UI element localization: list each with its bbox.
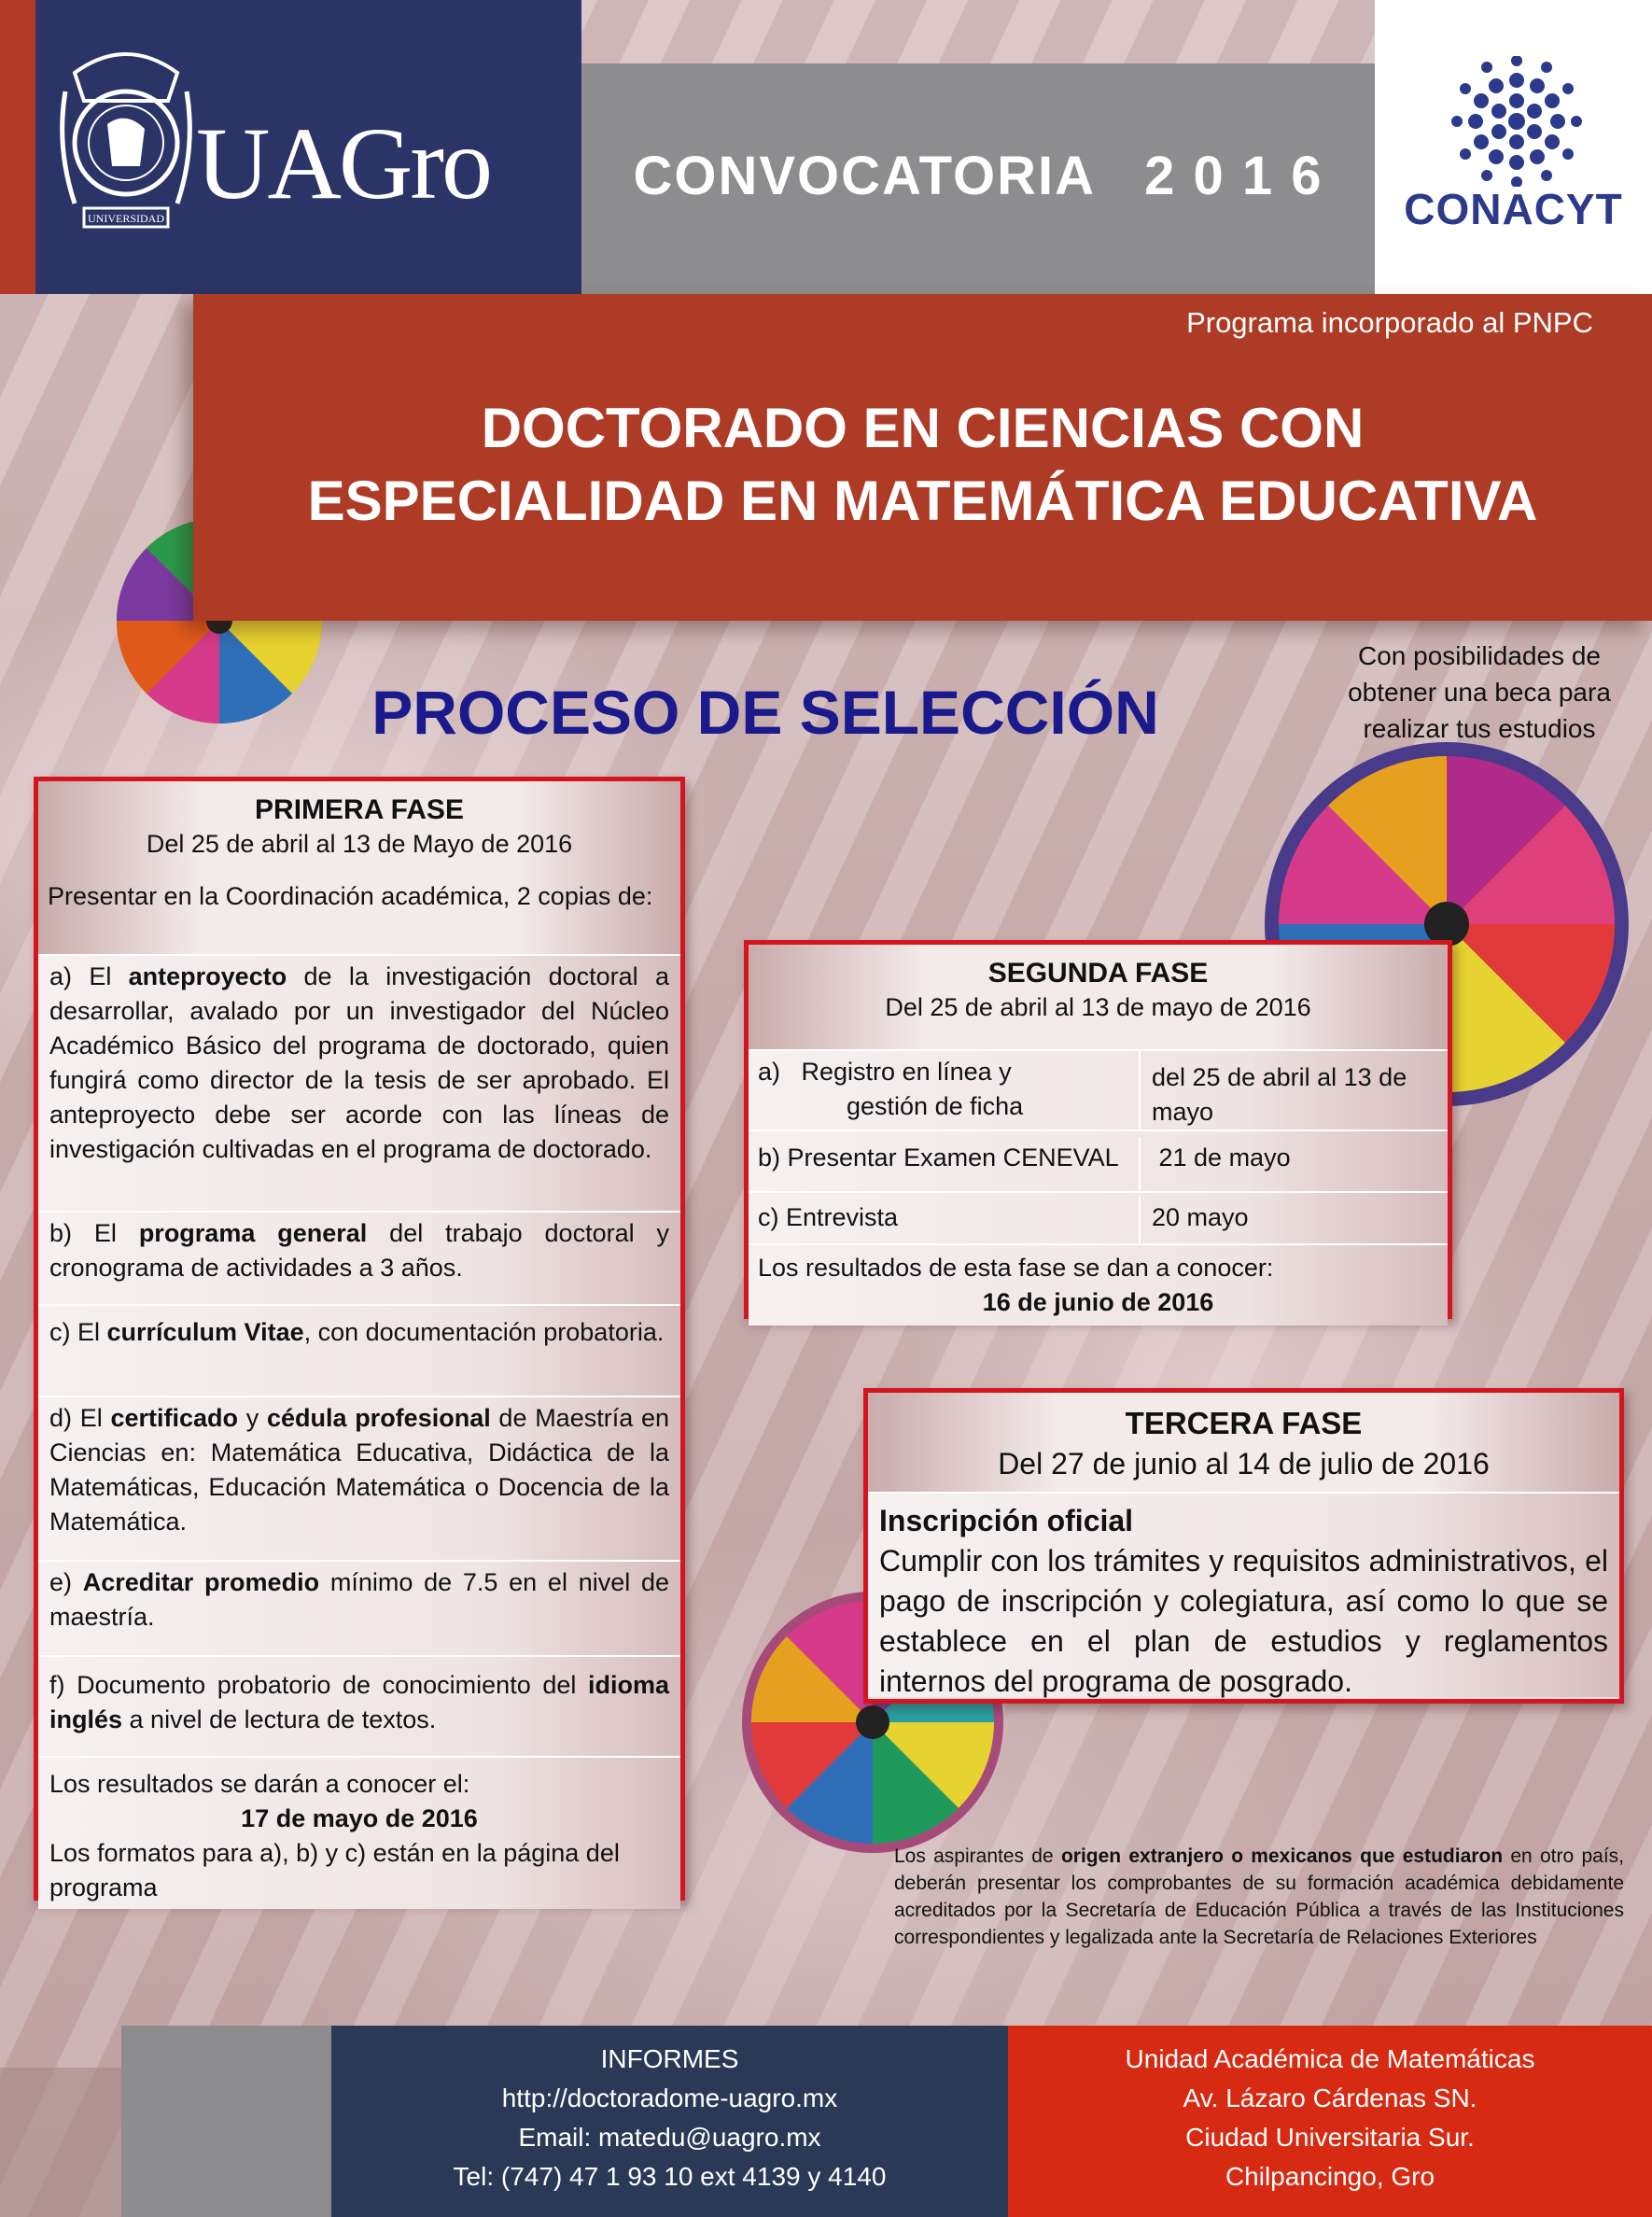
schedule-date: del 25 de abril al 13 de mayo bbox=[1152, 1063, 1407, 1126]
requirement-text: de Maestría en Ciencias en: Matemática Educativa, Didáctica de la Matemáticas, Educación Matemática o Docencia de la Matemática. bbox=[49, 1404, 669, 1536]
uagro-logo-text: UAGro bbox=[196, 106, 490, 220]
program-title-line2: ESPECIALIDAD EN MATEMÁTICA EDUCATIVA bbox=[307, 470, 1538, 532]
requirement-text: e) bbox=[49, 1568, 83, 1596]
requirement-text: c) El bbox=[49, 1318, 107, 1346]
primera-fase-header bbox=[38, 781, 680, 954]
tercera-fase-title: TERCERA FASE bbox=[1125, 1406, 1363, 1440]
requirement-bold: cédula profesional bbox=[266, 1404, 491, 1432]
address-line: Ciudad Universitaria Sur. bbox=[1185, 2123, 1475, 2152]
section-heading: PROCESO DE SELECCIÓN bbox=[371, 678, 1159, 747]
requirement-text: y bbox=[238, 1404, 267, 1432]
note-bold: origen extranjero o mexicanos que estudiaron bbox=[1060, 1845, 1504, 1867]
requirement-bold: idioma inglés bbox=[49, 1671, 669, 1733]
requirement-text: , con documentación probatoria. bbox=[303, 1318, 665, 1346]
inscripcion-title: Inscripción oficial bbox=[879, 1504, 1134, 1537]
university-seal-icon bbox=[56, 35, 196, 246]
phone-number: Tel: (747) 47 1 93 10 ext 4139 y 4140 bbox=[453, 2162, 887, 2191]
requirement-text: b) El bbox=[49, 1219, 139, 1247]
program-title bbox=[193, 392, 1652, 538]
tercera-fase-date: Del 27 de junio al 14 de julio de 2016 bbox=[998, 1447, 1490, 1480]
website-link[interactable]: http://doctoradome-uagro.mx bbox=[501, 2084, 838, 2112]
conacyt-logo-icon bbox=[1451, 56, 1582, 187]
beca-line: realizar tus estudios bbox=[1363, 714, 1596, 743]
requirement-text: a) El bbox=[49, 962, 129, 990]
foreign-applicants-note bbox=[894, 1843, 1624, 1951]
segunda-fase-date: Del 25 de abril al 13 de mayo de 2016 bbox=[885, 993, 1311, 1021]
schedule-date: 21 de mayo bbox=[1152, 1144, 1291, 1172]
primera-fase-results bbox=[38, 1756, 680, 1909]
requirement-f bbox=[38, 1655, 680, 1756]
pnpc-note: Programa incorporado al PNPC bbox=[1186, 306, 1593, 339]
requirement-text: a nivel de lectura de textos. bbox=[122, 1705, 437, 1733]
schedule-item: c) Entrevista bbox=[749, 1197, 1141, 1243]
results-date: 17 de mayo de 2016 bbox=[241, 1804, 478, 1832]
seal-text: UNIVERSIDAD bbox=[88, 212, 164, 225]
requirement-text: mínimo de 7.5 en el nivel de maestría. bbox=[49, 1568, 670, 1631]
segunda-fase-header bbox=[749, 945, 1448, 1049]
schedule-date: 20 mayo bbox=[1152, 1203, 1249, 1231]
primera-fase-intro: Presentar en la Coordinación académica, 2 copias de: bbox=[48, 882, 653, 910]
header-red-strip bbox=[0, 0, 35, 294]
schedule-item-line2: gestión de ficha bbox=[847, 1092, 1024, 1120]
results-label: Los resultados se darán a conocer el: bbox=[49, 1770, 470, 1798]
beca-line: obtener una beca para bbox=[1348, 678, 1611, 707]
schedule-row bbox=[749, 1049, 1448, 1130]
program-title-line1: DOCTORADO EN CIENCIAS CON bbox=[481, 397, 1365, 459]
primera-fase-title: PRIMERA FASE bbox=[255, 794, 464, 825]
footer-shade bbox=[0, 2068, 121, 2217]
schedule-item bbox=[749, 1051, 1141, 1130]
requirement-b bbox=[38, 1211, 680, 1304]
requirement-bold: programa general bbox=[138, 1219, 368, 1247]
requirement-bold: certificado bbox=[110, 1404, 238, 1432]
schedule-row bbox=[749, 1130, 1448, 1191]
requirement-d bbox=[38, 1396, 680, 1560]
schedule-item-line1 bbox=[758, 1055, 1129, 1089]
address-line: Av. Lázaro Cárdenas SN. bbox=[1183, 2084, 1477, 2112]
requirement-bold: Acreditar promedio bbox=[82, 1568, 320, 1596]
note-text: Los aspirantes de bbox=[894, 1845, 1061, 1867]
requirement-text: f) Documento probatorio de conocimiento del bbox=[49, 1671, 588, 1699]
tercera-fase-body bbox=[868, 1492, 1619, 1697]
tercera-fase-box bbox=[863, 1388, 1624, 1704]
requirement-bold: currículum Vitae bbox=[106, 1318, 304, 1346]
requirement-text: del trabajo doctoral y cronograma de actividades a 3 años. bbox=[49, 1219, 669, 1282]
beca-note bbox=[1307, 638, 1652, 747]
address-line: Chilpancingo, Gro bbox=[1225, 2162, 1435, 2191]
results-label: Los resultados de esta fase se dan a conocer: bbox=[758, 1254, 1274, 1282]
segunda-fase-box bbox=[744, 940, 1452, 1319]
address-info bbox=[1008, 2040, 1652, 2196]
formats-note: Los formatos para a), b) y c) están en la página del programa bbox=[49, 1839, 620, 1901]
primera-fase-date: Del 25 de abril al 13 de Mayo de 2016 bbox=[146, 830, 573, 858]
inscripcion-text: Cumplir con los trámites y requisitos administrativos, el pago de inscripción y colegiatura, así como lo que se establece en el plan de estudios y reglamentos internos del programa de posgrado. bbox=[879, 1544, 1608, 1698]
schedule-item-prefix: a) bbox=[758, 1058, 781, 1086]
tercera-fase-header bbox=[868, 1393, 1619, 1492]
requirement-bold: anteproyecto bbox=[128, 962, 287, 990]
requirement-c bbox=[38, 1304, 680, 1396]
segunda-fase-title: SEGUNDA FASE bbox=[987, 958, 1209, 989]
conacyt-logo-text: CONACYT bbox=[1404, 185, 1623, 233]
schedule-row bbox=[749, 1191, 1448, 1243]
schedule-item-text: Registro en línea y bbox=[801, 1058, 1012, 1086]
segunda-fase-results bbox=[749, 1243, 1448, 1326]
unidad-name: Unidad Académica de Matemáticas bbox=[1125, 2044, 1535, 2073]
footer-gray-block bbox=[121, 2026, 331, 2217]
schedule-item: b) Presentar Examen CENEVAL bbox=[749, 1137, 1141, 1191]
requirement-text: de la investigación doctoral a desarrollar, avalado por un investigador del Núcleo Académico Básico del programa de doctorado, quien fungirá como director de la tesis de ser aprobado. El anteproyecto debe ser acorde con las líneas de investigación cultivadas en el programa de doctorado. bbox=[49, 962, 669, 1163]
convocatoria-heading: CONVOCATORIA 2 0 1 6 bbox=[633, 146, 1323, 206]
note-text: en otro país, deberán presentar los comprobantes de su formación académica debidamente acreditados por la Secretaría de Educación Pública a través de las Instituciones correspondientes y legalizada ante la Secretaría de Relaciones Exteriores bbox=[894, 1845, 1624, 1948]
requirement-a bbox=[38, 954, 680, 1211]
results-date: 16 de junio de 2016 bbox=[982, 1288, 1214, 1316]
email-link[interactable]: Email: matedu@uagro.mx bbox=[518, 2123, 821, 2152]
informes-contact bbox=[331, 2040, 1008, 2196]
beca-line: Con posibilidades de bbox=[1358, 641, 1601, 670]
informes-title: INFORMES bbox=[600, 2044, 739, 2073]
primera-fase-box bbox=[34, 777, 685, 1901]
requirement-e bbox=[38, 1560, 680, 1655]
requirement-text: d) El bbox=[49, 1404, 111, 1432]
